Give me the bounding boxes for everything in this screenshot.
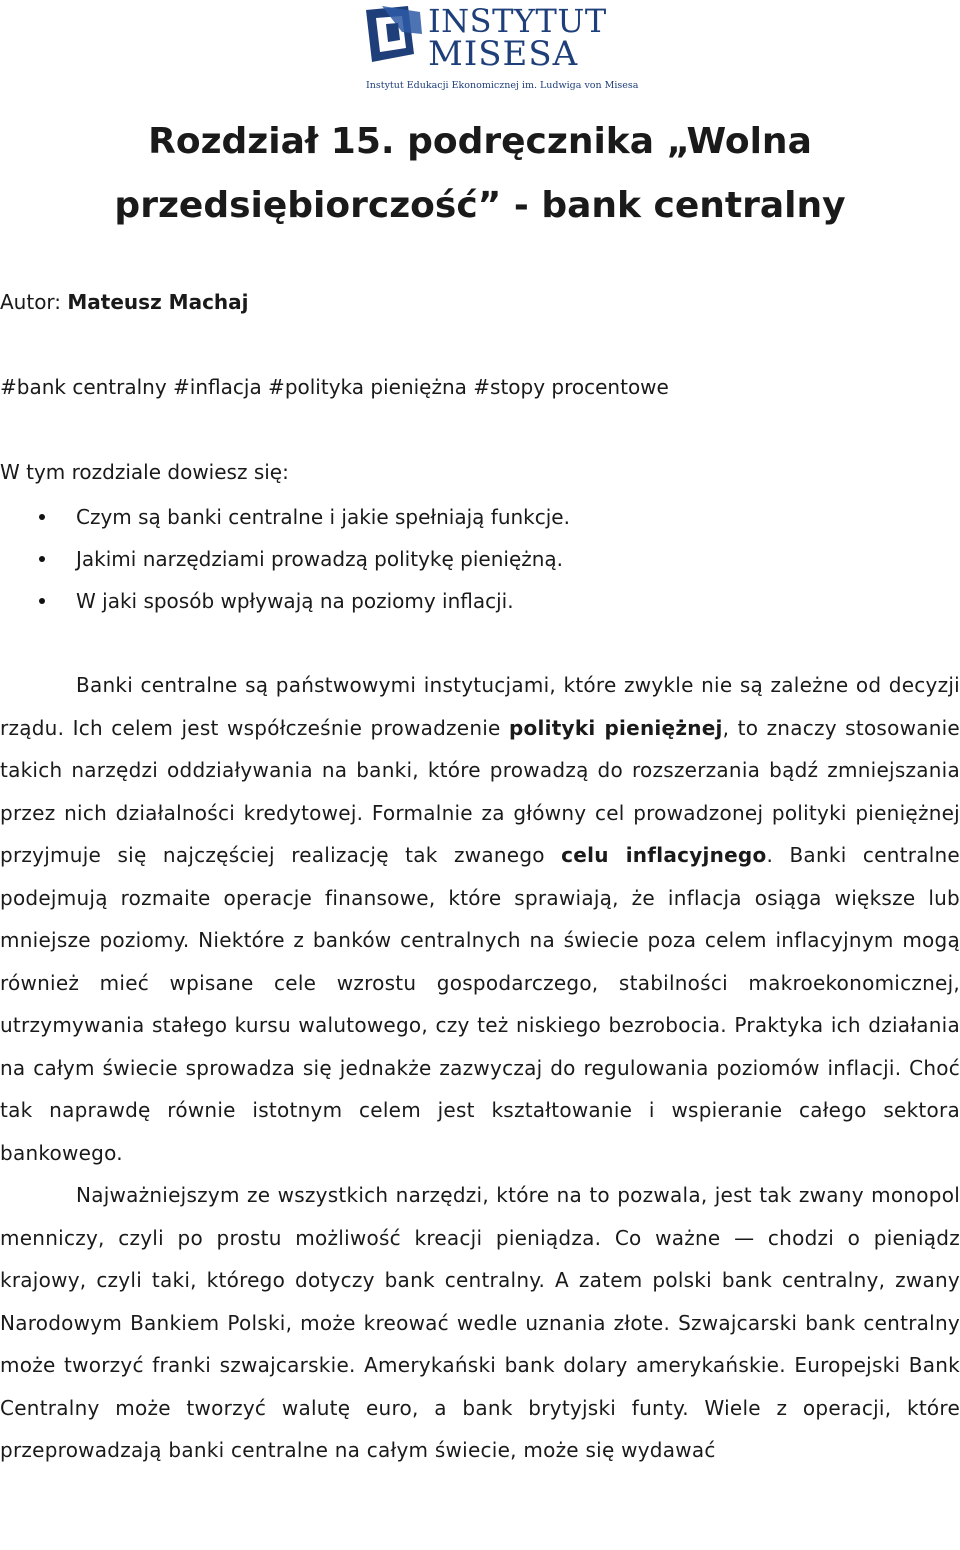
page-title: Rozdział 15. podręcznika „Wolna przedsiębiorczość” - bank centralny — [114, 121, 846, 226]
paragraph-1 — [0, 664, 960, 1174]
paragraph-2: Najważniejszym ze wszystkich narzędzi, które na to pozwala, jest tak zwany monopol menniczy, czyli po prostu możliwość kreacji pieniądza. Co ważne — chodzi o pieniądz krajowy, czyli taki, którego dotyczy bank centralny. A zatem polski bank centralny, zwany Narodowym Bankiem Polski, może kreować wedle uznania złote. Szwajcarski bank centralny może tworzyć franki szwajcarskie. Amerykański bank dolary amerykańskie. Europejski Bank Centralny może tworzyć walutę euro, a bank brytyjski funty. Wiele z operacji, które przeprowadzają banki centralne na całym świecie, może się wydawać — [0, 1183, 960, 1462]
institute-logo — [362, 2, 639, 98]
author-label: Autor: — [0, 290, 68, 314]
author-name: Mateusz Machaj — [67, 290, 249, 314]
article-body — [0, 664, 960, 1472]
list-item: Jakimi narzędziami prowadzą politykę pieniężną. — [0, 544, 570, 586]
tags-line: #bank centralny #inflacja #polityka pieniężna #stopy procentowe — [0, 375, 669, 399]
logo-text-misesa: MISESA — [428, 34, 579, 74]
learning-goals-list — [0, 502, 570, 628]
logo-text-instytut: INSTYTUT — [428, 2, 607, 40]
list-item: W jaki sposób wpływają na poziomy inflacji. — [0, 586, 570, 628]
term-monetary-policy: polityki pieniężnej — [508, 715, 723, 740]
author-line — [0, 287, 249, 317]
logo-subtitle: Instytut Edukacji Ekonomicznej im. Ludwiga von Misesa — [366, 80, 639, 91]
list-item: Czym są banki centralne i jakie spełniają funkcje. — [0, 502, 570, 544]
intro-text: W tym rozdziale dowiesz się: — [0, 460, 289, 484]
logo-emblem-icon — [362, 4, 426, 68]
paragraph-1-text-a: Banki centralne są państwowymi instytucjami, które zwykle nie są zależne od decyzji rządu. Ich celem jest współcześnie prowadzenie — [0, 673, 960, 740]
term-inflation-target: celu inflacyjnego — [561, 843, 767, 867]
paragraph-1-text-b: , to znaczy stosowanie takich narzędzi oddziaływania na banki, które prowadzą do rozszerzania bądź zmniejszania przez nich działalności kredytowej. Formalnie za główny cel prowadzonej polityki pieniężnej przyjmuje się najczęściej realizację tak zwanego — [0, 715, 960, 867]
paragraph-1-text-c: . Banki centralne podejmują rozmaite operacje finansowe, które sprawiają, że inflacja osiąga większe lub mniejsze poziomy. Niektóre z banków centralnych na świecie poza celem inflacyjnym mogą również mieć wpisane cele wzrostu gospodarczego, stabilności makroekonomicznej, utrzymywania stałego kursu walutowego, czy też niskiego bezrobocia. Praktyka ich działania na całym świecie sprowadza się jednakże zazwyczaj do regulowania poziomów inflacji. Choć tak naprawdę równie istotnym celem jest kształtowanie i wspieranie całego sektora bankowego. — [0, 843, 960, 1165]
